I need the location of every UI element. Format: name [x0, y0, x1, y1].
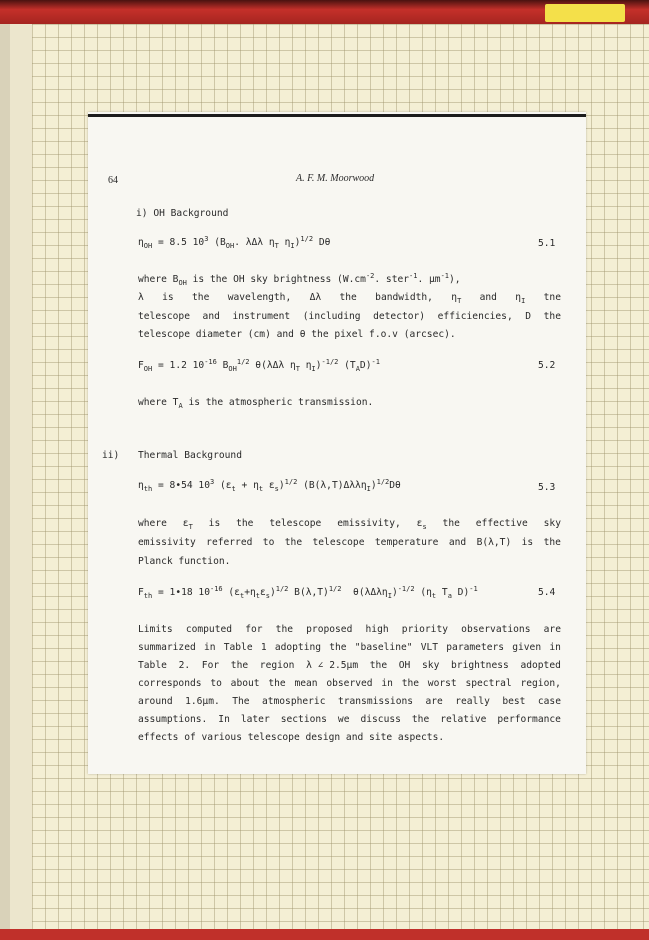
section-heading-oh: i) OH Background [136, 208, 229, 219]
limits-line-4: corresponds to about the mean observed in the worst spectral region, [138, 678, 561, 689]
limits-line-6: assumptions. In later sections we discuss the relative performance [138, 714, 561, 725]
emissivity-line-1: where $\varepsilon_T$ is the telescope emissivity, $\varepsilon_s$ the effective sky [138, 518, 561, 531]
oh-where-line-4: telescope diameter (cm) and θ the pixel f.o.v (arcsec). [138, 329, 456, 340]
section-label-ii: ii) [102, 450, 120, 461]
equation-5-1: $\eta_{OH} = 8.5$ $10^3$ ($B_{OH}$. λΔλ $\eta_T$ $\eta_I)^{1/2}$ Dθ [138, 235, 331, 251]
running-head: A. F. M. Moorwood [296, 173, 375, 184]
limits-line-1: Limits computed for the proposed high priority observations are [138, 624, 561, 635]
equation-5-4: $F_{th}$ = 1•18 $10^{-16}$ $(\varepsilon_t+\eta_t\varepsilon_s)^{1/2}$ $B(\lambda,T)^{1/2}$ $\theta(\lambda\Delta\lambda\eta_I)^{-1/2}$ ($\eta_t$ $T_a$ D)$^{-1}$ [138, 585, 478, 601]
document-page [88, 112, 586, 774]
oh-where-line-3: telescope and instrument (including detector) efficiencies, D the [138, 311, 561, 322]
page-number: 64 [108, 175, 118, 186]
binder-bottom-band [0, 929, 649, 940]
equation-number-5-3: 5.3 [538, 482, 556, 493]
limits-line-3: Table 2. For the region λ ∠ 2.5μm the OH sky brightness adopted [138, 660, 561, 671]
limits-line-5: around 1.6μm. The atmospheric transmissions are really best case [138, 696, 561, 707]
oh-where-line-2: λ is the wavelength, Δλ the bandwidth, $\eta_T$ and $\eta_I$ tne [138, 292, 561, 305]
yellow-index-tab [545, 4, 625, 22]
where-ta-line: where $T_A$ is the atmospheric transmission. [138, 397, 374, 410]
equation-5-2: $F_{OH} = 1.2$ $10^{-16}$ $B_{OH}^{1/2}$ θ(λΔλ $\eta_T$ $\eta_I)^{-1/2}$ $(T_AD)^{-1}$ [138, 358, 380, 374]
emissivity-line-3: Planck function. [138, 556, 231, 567]
equation-number-5-1: 5.1 [538, 238, 556, 249]
top-rule [88, 114, 586, 117]
limits-line-7: effects of various telescope design and site aspects. [138, 732, 445, 743]
equation-number-5-4: 5.4 [538, 587, 556, 598]
oh-where-line-1: where $B_{OH}$ is the OH sky brightness ($W.cm^{-2}$. ster$^{-1}$. $\mu m^{-1}$), [138, 272, 461, 288]
equation-number-5-2: 5.2 [538, 360, 556, 371]
limits-line-2: summarized in Table 1 adopting the "baseline" VLT parameters given in [138, 642, 561, 653]
emissivity-line-2: emissivity referred to the telescope temperature and B(λ,T) is the [138, 537, 561, 548]
section-heading-thermal: Thermal Background [138, 450, 242, 461]
equation-5-3: $\eta_{th}$ = 8•54 $10^3$ ($\varepsilon_t + \eta_t$ $\varepsilon_s)^{1/2}$ $(B(\lambda,T)\Delta\lambda\lambda\eta_I)^{1/2}D\theta$ [138, 478, 401, 494]
